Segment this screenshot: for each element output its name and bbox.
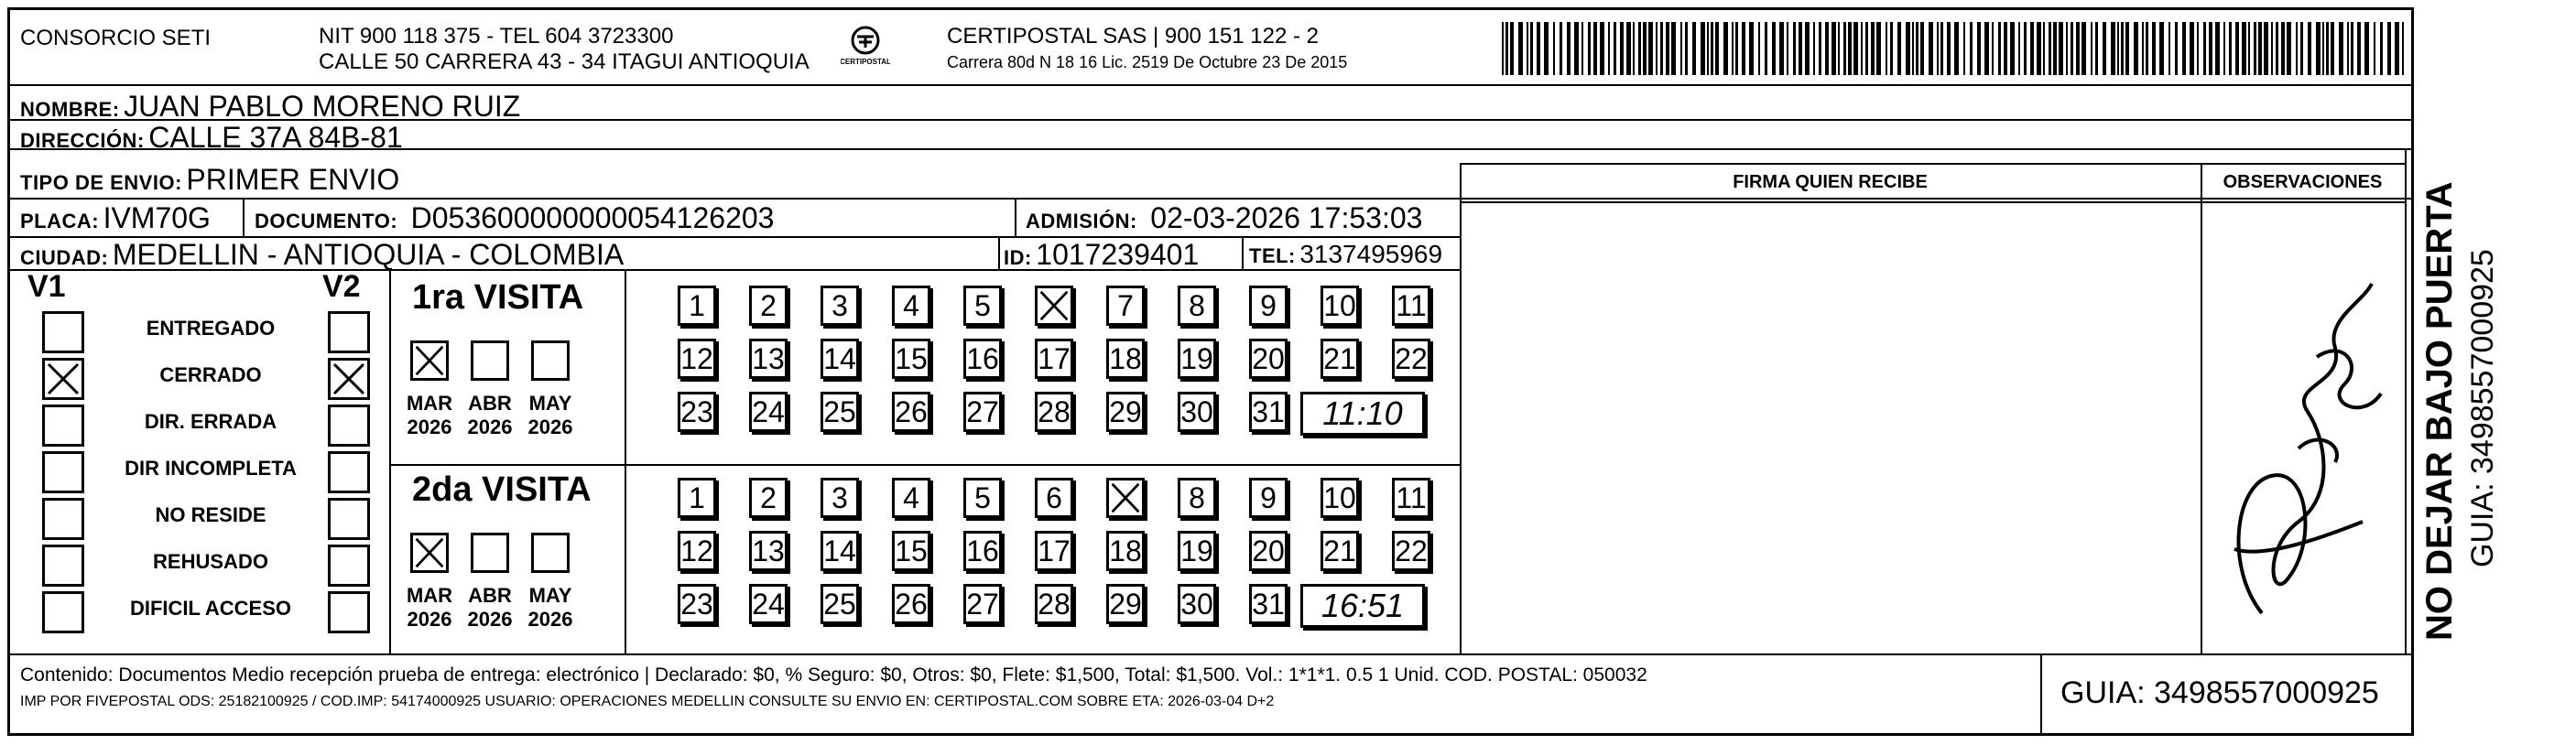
barcode-bar (1937, 22, 1939, 75)
barcode-bar (2308, 22, 2311, 75)
month-label (402, 584, 457, 632)
barcode-bar (1608, 22, 1610, 75)
barcode-bar (1581, 22, 1583, 75)
month-checkbox[interactable] (531, 533, 570, 573)
barcode-bar (1843, 22, 1846, 75)
tipo-row (20, 163, 399, 197)
tipo-value: PRIMER ENVIO (186, 163, 400, 196)
admision-label: ADMISIÓN: (1026, 210, 1137, 232)
barcode-bar (2339, 22, 2343, 75)
barcode-bar (1890, 22, 1893, 75)
barcode-bar (2103, 22, 2106, 75)
barcode-bar (2364, 22, 2369, 75)
barcode-bar (1505, 22, 1508, 75)
barcode-bar (2296, 22, 2298, 75)
barcode-bar (1954, 22, 1959, 75)
barcode-bar (2374, 22, 2375, 75)
day-cell[interactable] (1035, 286, 1073, 326)
barcode-bar (2175, 22, 2178, 75)
barcode-bar (1574, 22, 1579, 75)
barcode-bar (1861, 22, 1863, 75)
day-cell[interactable]: 20 (1249, 339, 1288, 379)
observaciones-label: OBSERVACIONES (2223, 172, 2383, 192)
day-cell[interactable]: 15 (892, 531, 930, 571)
barcode-bar (1865, 22, 1868, 75)
footer-guia: GUIA: 3498557000925 (2060, 675, 2379, 710)
status-label: ENTREGADO (146, 317, 276, 340)
barcode-bar (2242, 22, 2246, 75)
barcode-bar (2357, 22, 2361, 75)
barcode-bar (1929, 22, 1933, 75)
barcode-bar (1848, 22, 1852, 75)
barcode-bar (1998, 22, 2001, 75)
barcode-bar (1527, 22, 1528, 75)
day-cell[interactable]: 19 (1178, 339, 1216, 379)
barcode-bar (2076, 22, 2080, 75)
day-cell[interactable]: 5 (963, 286, 1002, 326)
day-cell[interactable]: 28 (1035, 392, 1073, 432)
logo-text: CERTIPOSTAL (841, 58, 890, 66)
month-checkbox[interactable] (471, 533, 509, 573)
month-checkbox[interactable] (410, 533, 449, 573)
barcode-bar (2322, 22, 2324, 75)
documento-value: D053600000000054126203 (410, 201, 775, 234)
month-label (402, 392, 457, 439)
barcode-bar (2081, 22, 2086, 75)
barcode-bar (1871, 22, 1875, 75)
month-label (462, 392, 517, 439)
v2-checkbox[interactable] (328, 591, 370, 633)
barcode-bar (2159, 22, 2164, 75)
v2-checkbox[interactable] (328, 311, 370, 353)
barcode-bar (1742, 22, 1745, 75)
day-cell[interactable]: 25 (821, 392, 859, 432)
barcode-bar (1553, 22, 1555, 75)
id-row (1004, 238, 1199, 272)
barcode-bar (2071, 22, 2073, 75)
day-cell[interactable]: 10 (1321, 286, 1359, 326)
v1-checkbox[interactable] (42, 498, 84, 540)
day-cell[interactable]: 27 (963, 584, 1002, 624)
barcode-bar (1940, 22, 1943, 75)
documento-row (255, 201, 774, 235)
barcode-bar (2402, 22, 2404, 75)
day-cell[interactable]: 17 (1035, 531, 1073, 571)
barcode-bar (1735, 22, 1738, 75)
barcode-bar (2300, 22, 2303, 75)
day-cell[interactable]: 25 (821, 584, 859, 624)
month-label (462, 584, 517, 632)
barcode-bar (1660, 22, 1663, 75)
month-year: 2026 (467, 608, 513, 631)
status-label: DIR INCOMPLETA (125, 457, 297, 480)
day-cell[interactable]: 21 (1321, 339, 1359, 379)
v1-checkbox[interactable] (42, 311, 84, 353)
barcode-bar (2380, 22, 2383, 75)
barcode-bar (1502, 22, 1504, 75)
barcode-bar (2142, 22, 2144, 75)
day-cell[interactable]: 10 (1321, 478, 1359, 518)
barcode-bar (2146, 22, 2148, 75)
barcode-bar (2091, 22, 2092, 75)
status-label: NO RESIDE (155, 503, 266, 526)
month-checkbox[interactable] (471, 340, 509, 381)
month-name: MAY (528, 392, 572, 415)
barcode-bar (2004, 22, 2007, 75)
barcode-bar (2215, 22, 2220, 75)
day-cell[interactable]: 21 (1321, 531, 1359, 571)
barcode-bar (1510, 22, 1514, 75)
status-label: DIR. ERRADA (144, 410, 277, 433)
placa-value: IVM70G (103, 201, 211, 234)
day-cell[interactable]: 29 (1106, 392, 1145, 432)
barcode-bar (1838, 22, 1840, 75)
barcode-bar (2053, 22, 2057, 75)
day-cell[interactable]: 26 (892, 584, 930, 624)
barcode-bar (2152, 22, 2156, 75)
barcode-bar (1643, 22, 1647, 75)
month-checkbox[interactable] (531, 340, 570, 381)
day-cell[interactable]: 1 (678, 286, 716, 326)
barcode-bar (1825, 22, 1829, 75)
barcode-bar (1666, 22, 1669, 75)
day-cell[interactable]: 24 (749, 392, 788, 432)
id-label: ID: (1004, 246, 1032, 269)
barcode-bar (1920, 22, 1924, 75)
month-name: MAY (528, 584, 572, 607)
barcode-bar (2395, 22, 2399, 75)
barcode-bar (1671, 22, 1676, 75)
barcode-bar (1600, 22, 1604, 75)
day-cell[interactable]: 3 (821, 478, 859, 518)
day-cell[interactable]: 13 (749, 339, 788, 379)
barcode-bar (1992, 22, 1994, 75)
day-cell[interactable]: 6 (1035, 478, 1073, 518)
barcode-bar (2276, 22, 2278, 75)
barcode-bar (1916, 22, 1918, 75)
barcode-bar (2117, 22, 2119, 75)
barcode-bar (1977, 22, 1981, 75)
status-label: CERRADO (159, 363, 262, 386)
barcode-bar (1819, 22, 1821, 75)
tel-value: 3137495969 (1299, 240, 1443, 268)
day-cell[interactable]: 16 (963, 339, 1002, 379)
barcode-bar (2271, 22, 2273, 75)
direccion-value: CALLE 37A 84B-81 (148, 121, 403, 154)
barcode-bar (2049, 22, 2051, 75)
barcode-bar (1638, 22, 1641, 75)
barcode-bar (2030, 22, 2034, 75)
day-cell[interactable]: 18 (1106, 339, 1145, 379)
day-cell[interactable]: 18 (1106, 531, 1145, 571)
barcode-bar (2010, 22, 2015, 75)
barcode-bar (1984, 22, 1989, 75)
barcode-bar (2351, 22, 2353, 75)
barcode-bar (1648, 22, 1653, 75)
day-cell[interactable]: 13 (749, 531, 788, 571)
day-cell[interactable]: 1 (678, 478, 716, 518)
nit-line-1: NIT 900 118 375 - TEL 604 3723300 (319, 24, 674, 49)
day-cell[interactable]: 7 (1106, 286, 1145, 326)
barcode-bar (1912, 22, 1914, 75)
barcode-bar (1765, 22, 1767, 75)
barcode-bar (2264, 22, 2268, 75)
status-label: REHUSADO (153, 550, 268, 573)
month-year: 2026 (407, 608, 452, 631)
tel-row (1249, 240, 1442, 269)
barcode-bar (1787, 22, 1788, 75)
day-cell[interactable]: 3 (821, 286, 859, 326)
barcode-bar (2168, 22, 2170, 75)
admision-value: 02-03-2026 17:53:03 (1150, 201, 1423, 234)
barcode-bar (2387, 22, 2391, 75)
barcode-bar (1831, 22, 1836, 75)
day-cell[interactable]: 4 (892, 286, 930, 326)
day-cell[interactable]: 9 (1249, 478, 1288, 518)
day-cell[interactable]: 4 (892, 478, 930, 518)
day-cell[interactable]: 8 (1178, 286, 1216, 326)
barcode-bar (2258, 22, 2262, 75)
barcode-bar (2203, 22, 2206, 75)
barcode-bar (1793, 22, 1796, 75)
barcode-bar (2254, 22, 2256, 75)
barcode-bar (1626, 22, 1631, 75)
barcode-bar (1567, 22, 1571, 75)
tipo-label: TIPO DE ENVIO: (20, 171, 182, 194)
barcode-bar (1692, 22, 1696, 75)
day-cell[interactable]: 14 (821, 531, 859, 571)
barcode-bar (1906, 22, 1910, 75)
month-name: MAR (406, 584, 453, 607)
day-cell[interactable]: 22 (1392, 531, 1430, 571)
barcode-bar (2281, 22, 2285, 75)
barcode-bar (1853, 22, 1858, 75)
v1-checkbox[interactable] (42, 545, 84, 587)
barcode-bar (1963, 22, 1965, 75)
v2-label: V2 (322, 269, 361, 304)
month-name: ABR (468, 392, 512, 415)
barcode-bar (2043, 22, 2045, 75)
day-cell[interactable]: 2 (749, 478, 788, 518)
nit-line-2: CALLE 50 CARRERA 43 - 34 ITAGUI ANTIOQUIA (319, 49, 810, 74)
barcode-bar (1947, 22, 1951, 75)
admision-row (1026, 201, 1422, 235)
day-cell[interactable]: 19 (1178, 531, 1216, 571)
barcode-bar (2197, 22, 2199, 75)
firma-label: FIRMA QUIEN RECIBE (1733, 172, 1928, 192)
day-cell[interactable]: 11 (1392, 286, 1430, 326)
barcode-bar (2024, 22, 2027, 75)
day-cell[interactable]: 14 (821, 339, 859, 379)
day-cell[interactable]: 12 (678, 531, 716, 571)
visit-time[interactable]: 16:51 (1300, 584, 1425, 628)
month-year: 2026 (407, 416, 452, 438)
day-cell[interactable] (1106, 478, 1145, 518)
v2-checkbox[interactable] (328, 405, 370, 447)
barcode-bar (1758, 22, 1760, 75)
day-cell[interactable]: 11 (1392, 478, 1430, 518)
barcode-bar (1544, 22, 1549, 75)
status-label: DIFICIL ACCESO (129, 597, 291, 620)
day-cell[interactable]: 30 (1178, 392, 1216, 432)
barcode-bar (1876, 22, 1881, 75)
courier-line-2: Carrera 80d N 18 16 Lic. 2519 De Octubre 23 De 2015 (947, 53, 1348, 71)
barcode-bar (2287, 22, 2291, 75)
barcode-bar (1588, 22, 1591, 75)
barcode-bar (1707, 22, 1709, 75)
month-label (523, 584, 578, 632)
day-cell[interactable]: 2 (749, 286, 788, 326)
barcode-bar (2121, 22, 2124, 75)
day-cell[interactable]: 15 (892, 339, 930, 379)
barcode-bar (1685, 22, 1688, 75)
month-label (523, 392, 578, 439)
side-warning: NO DEJAR BAJO PUERTA (2419, 181, 2460, 641)
barcode-bar (1620, 22, 1624, 75)
barcode-bar (1560, 22, 1562, 75)
placa-label: PLACA: (20, 210, 100, 232)
barcode-bar (2248, 22, 2250, 75)
visit-time[interactable]: 11:10 (1300, 392, 1425, 436)
month-year: 2026 (527, 608, 573, 631)
barcode-bar (1593, 22, 1597, 75)
barcode-bar (1779, 22, 1784, 75)
day-cell[interactable]: 28 (1035, 584, 1073, 624)
first-visit-title: 1ra VISITA (412, 278, 584, 317)
barcode-bar (2018, 22, 2020, 75)
day-cell[interactable]: 17 (1035, 339, 1073, 379)
nombre-label: NOMBRE: (20, 98, 120, 121)
direccion-row (20, 121, 403, 155)
barcode-bar (1711, 22, 1713, 75)
certipostal-logo (841, 24, 890, 70)
barcode-bar (2347, 22, 2349, 75)
barcode-bar (2066, 22, 2068, 75)
day-cell[interactable]: 30 (1178, 584, 1216, 624)
side-guia: GUIA: 3498557000925 (2465, 249, 2500, 567)
day-cell[interactable]: 12 (678, 339, 716, 379)
day-cell[interactable]: 29 (1106, 584, 1145, 624)
day-cell[interactable]: 24 (749, 584, 788, 624)
v1-checkbox[interactable] (42, 358, 84, 400)
barcode-bar (1518, 22, 1523, 75)
barcode-bar (2235, 22, 2239, 75)
barcode-bar (2125, 22, 2129, 75)
v2-checkbox[interactable] (328, 545, 370, 587)
barcode-bar (1723, 22, 1728, 75)
month-name: MAR (406, 392, 453, 415)
barcode-bar (2326, 22, 2329, 75)
barcode-bar (1886, 22, 1887, 75)
barcode-bar (1701, 22, 1705, 75)
month-checkbox[interactable] (410, 340, 449, 381)
barcode-bar (2037, 22, 2041, 75)
ciudad-value: MEDELLIN - ANTIOQUIA - COLOMBIA (112, 238, 625, 271)
footer-line-1: Contenido: Documentos Medio recepción prueba de entrega: electrónico | Declarado: $0, % Seguro: $0, Otros: $0, Flete: $1,500, Total: $1,500. Vol.: 1*1*1. 0.5 1 Unid. COD. POSTAL: 050032 (20, 664, 1647, 686)
v1-label: V1 (27, 269, 66, 304)
day-cell[interactable]: 22 (1392, 339, 1430, 379)
footer-line-2: IMP POR FIVEPOSTAL ODS: 25182100925 / COD.IMP: 54174000925 USUARIO: OPERACIONES MEDELLIN CONSULTE SU ENVIO EN: CERTIPOSTAL.COM SOBRE ETA: 2026-03-04 D+2 (20, 694, 1275, 709)
day-cell[interactable]: 26 (892, 392, 930, 432)
v2-checkbox[interactable] (328, 451, 370, 493)
ciudad-label: CIUDAD: (20, 246, 109, 269)
barcode-bar (1656, 22, 1658, 75)
barcode-bar (1799, 22, 1802, 75)
barcode-bar (1813, 22, 1815, 75)
barcode-bar (2111, 22, 2115, 75)
documento-label: DOCUMENTO: (255, 210, 398, 232)
day-cell[interactable]: 20 (1249, 531, 1288, 571)
barcode-bar (1715, 22, 1719, 75)
day-cell[interactable]: 16 (963, 531, 1002, 571)
barcode-bar (1732, 22, 1734, 75)
barcode-bar (1772, 22, 1776, 75)
day-cell[interactable]: 31 (1249, 584, 1288, 624)
barcode-bar (2059, 22, 2063, 75)
barcode-bar (2134, 22, 2138, 75)
nombre-value: JUAN PABLO MORENO RUIZ (124, 90, 521, 123)
barcode-bar (1530, 22, 1533, 75)
courier-line-1: CERTIPOSTAL SAS | 900 151 122 - 2 (947, 24, 1319, 49)
day-cell[interactable]: 31 (1249, 392, 1288, 432)
barcode-bar (2229, 22, 2232, 75)
barcode-bar (1970, 22, 1973, 75)
barcode-bar (2095, 22, 2098, 75)
v1-checkbox[interactable] (42, 591, 84, 633)
barcode-bar (2209, 22, 2212, 75)
ciudad-row (20, 238, 624, 272)
direccion-label: DIRECCIÓN: (20, 129, 145, 152)
v2-checkbox[interactable] (328, 498, 370, 540)
v1-checkbox[interactable] (42, 451, 84, 493)
v1-checkbox[interactable] (42, 405, 84, 447)
barcode-bar (1897, 22, 1901, 75)
placa-row (20, 201, 211, 235)
barcode-bar (2190, 22, 2194, 75)
barcode (1502, 22, 2418, 75)
barcode-bar (1805, 22, 1810, 75)
barcode-bar (1749, 22, 1754, 75)
barcode-bar (1680, 22, 1682, 75)
second-visit-title: 2da VISITA (412, 470, 592, 509)
month-name: ABR (468, 584, 512, 607)
nombre-row (20, 90, 520, 124)
day-cell[interactable]: 9 (1249, 286, 1288, 326)
company-name: CONSORCIO SETI (20, 26, 212, 50)
month-year: 2026 (467, 416, 513, 438)
barcode-bar (1614, 22, 1616, 75)
month-year: 2026 (527, 416, 573, 438)
day-cell[interactable]: 8 (1178, 478, 1216, 518)
barcode-bar (1633, 22, 1635, 75)
v2-checkbox[interactable] (328, 358, 370, 400)
barcode-bar (2182, 22, 2186, 75)
day-cell[interactable]: 23 (678, 584, 716, 624)
tel-label: TEL: (1249, 244, 1296, 267)
barcode-bar (1537, 22, 1540, 75)
id-value: 1017239401 (1036, 238, 1200, 271)
barcode-bar (2331, 22, 2334, 75)
day-cell[interactable]: 23 (678, 392, 716, 432)
barcode-bar (2316, 22, 2321, 75)
handwritten-signature (2207, 247, 2408, 650)
day-cell[interactable]: 27 (963, 392, 1002, 432)
day-cell[interactable]: 5 (963, 478, 1002, 518)
barcode-bar (2223, 22, 2225, 75)
